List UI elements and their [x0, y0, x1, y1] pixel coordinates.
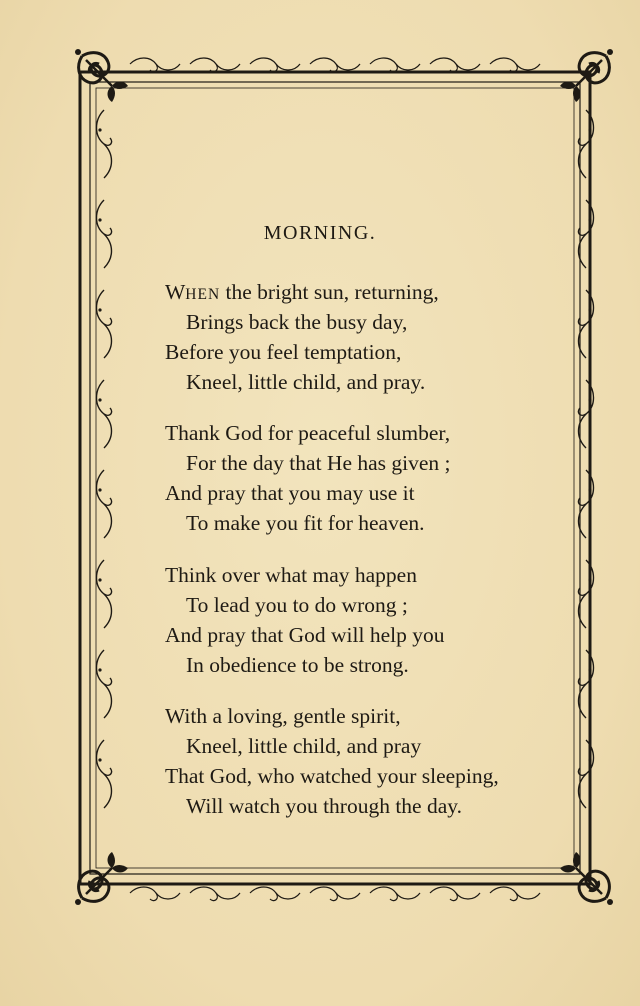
stanza-2 — [165, 418, 565, 538]
poem-title: MORNING. — [263, 222, 377, 244]
verse-line: For the day that He has given ; — [186, 451, 451, 475]
verse-line: To lead you to do wrong ; — [186, 593, 408, 617]
verse-line: Brings back the busy day, — [186, 310, 408, 334]
verse-line: And pray that you may use it — [165, 481, 415, 505]
verse-line: Thank God for peaceful slumber, — [165, 421, 451, 445]
stanza-1 — [165, 277, 565, 397]
stanza-4 — [165, 701, 565, 821]
verse-line: To make you fit for heaven. — [186, 511, 425, 535]
stanza-3 — [165, 560, 565, 680]
verse-line: Kneel, little child, and pray — [186, 734, 422, 758]
verse-line: Think over what may happen — [165, 563, 417, 587]
flourish-corner-icon — [75, 49, 128, 102]
flourish-corner-icon — [75, 852, 128, 905]
verse-line: And pray that God will help you — [165, 623, 445, 647]
verse-line: Kneel, little child, and pray. — [186, 370, 426, 394]
verse-line: With a loving, gentle spirit, — [165, 704, 401, 728]
verse-line-text: the bright sun, returning, — [220, 280, 439, 304]
flourish-corner-icon — [560, 852, 613, 905]
verse-line: Before you feel temptation, — [165, 340, 402, 364]
verse-line: That God, who watched your sleeping, — [165, 764, 499, 788]
flourish-corner-icon — [560, 49, 613, 102]
verse-line — [165, 277, 565, 307]
small-caps-initial: W — [165, 280, 186, 304]
verse-line: In obedience to be strong. — [186, 653, 409, 677]
small-caps-rest: HEN — [185, 286, 221, 303]
verse-line: Will watch you through the day. — [186, 794, 462, 818]
